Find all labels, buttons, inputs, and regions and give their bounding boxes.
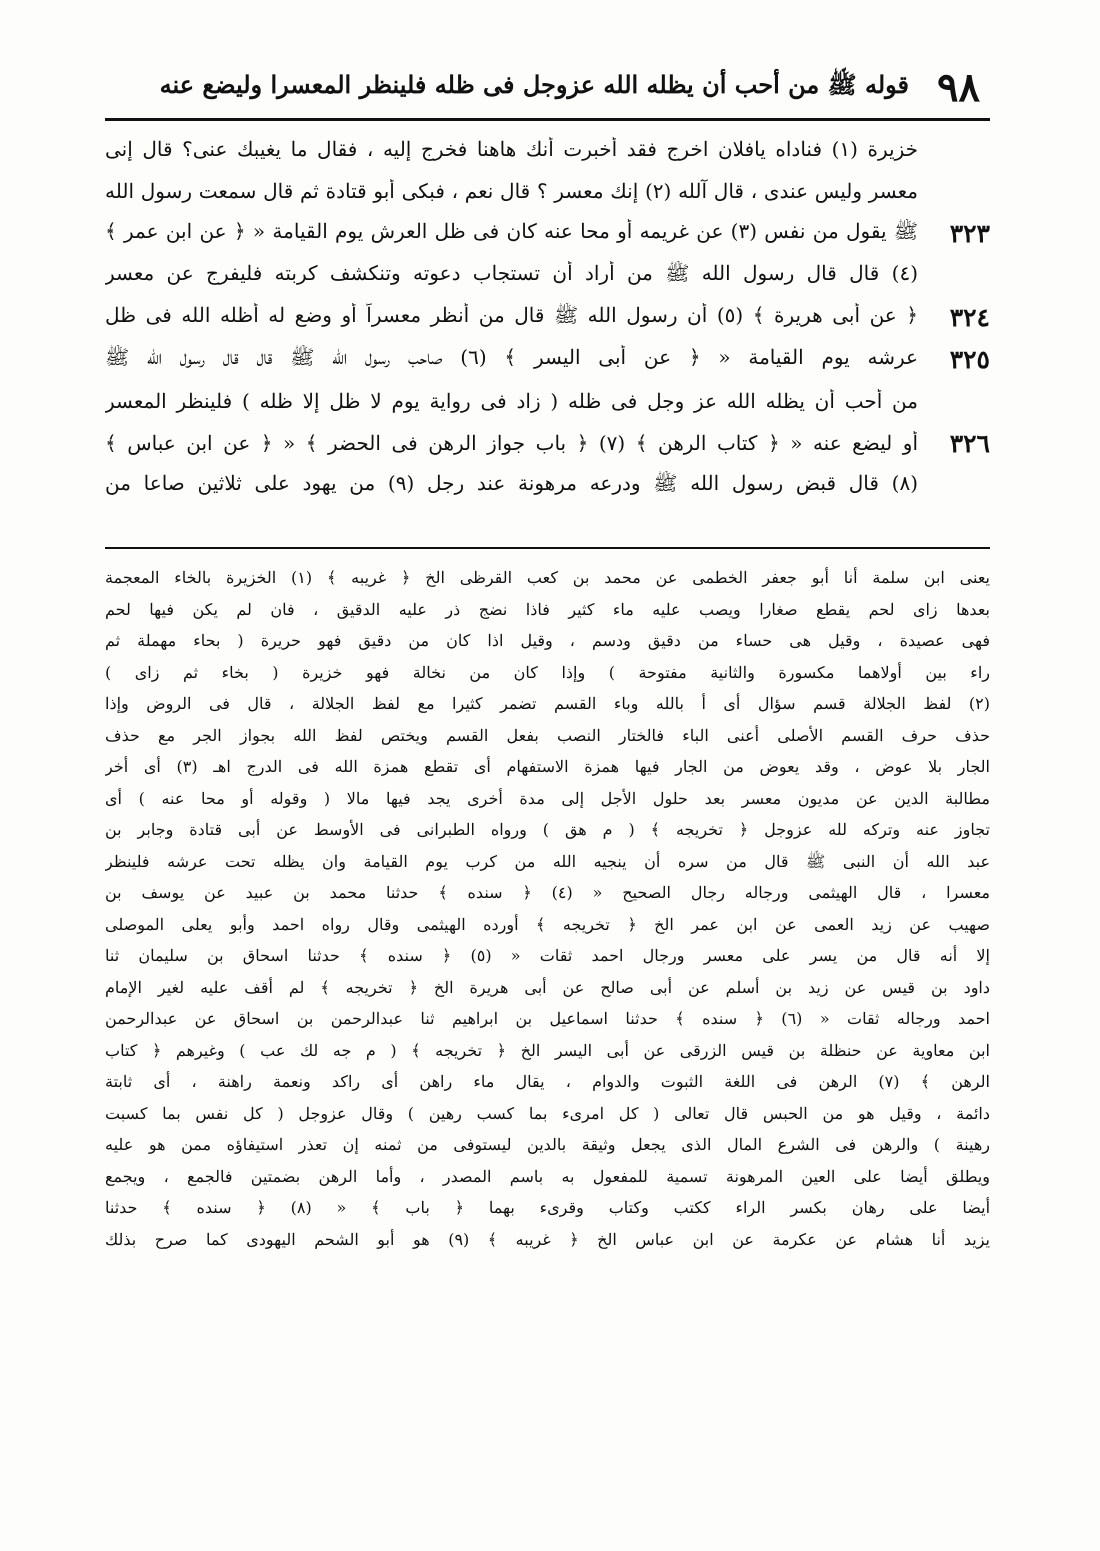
footnote-separator <box>105 547 990 549</box>
main-line-text: من أحب أن يظله الله عز وجل فى ظله ( زاد فى رواية يوم لا ظل إلا ظله ) فلينظر المعسر <box>105 389 918 413</box>
main-line-text: (٨) قال قبض رسول الله ﷺ ودرعه مرهونة عند رجل (٩) من يهود على ثلاثين صاعا من <box>105 470 918 495</box>
footnote-line: عبد الله أن النبى ﷺ قال من سره أن ينجيه الله من كرب يوم القيامة وان يظله تحت عرشه فلينظر <box>105 851 990 871</box>
main-line-text: أو ليضع عنه « ﴿ كتاب الرهن ﴾ (٧) ﴿ باب جواز الرهن فى الحضر ﴾ « ﴿ عن ابن عباس ﴾ <box>105 431 918 455</box>
hadith-number: ٣٢٥ <box>949 344 990 374</box>
main-text-line <box>105 170 990 212</box>
footnote-line: ابن معاوية عن حنظلة بن قيس الزرقى عن أبى اليسر الخ ﴿ تخريجه ﴾ ( م جه لك عب ) وغيرهم ﴿ كتاب <box>105 1040 990 1060</box>
footnote-line: ويطلق أيضا على العين المرهونة تسمية للمفعول به باسم المصدر ، وأما الرهن بضمتين فالجمع ، ويجمع <box>105 1166 990 1186</box>
hadith-number: ٣٢٣ <box>949 218 990 248</box>
main-line-text: خزيرة (١) فناداه يافلان اخرج فقد أخبرت أنك هاهنا فخرج إليه ، فقال ما يغيبك عنى؟ قال إنى <box>105 137 918 161</box>
main-text-line <box>105 464 990 506</box>
footnote-line: احمد ورجاله ثقات « (٦) ﴿ سنده ﴾ حدثنا اسماعيل بن ابراهيم ثنا عبدالرحمن بن اسحاق عن عبدالرحمن <box>105 1009 990 1028</box>
footnote-line: (٢) لفظ الجلالة قسم سؤال أى أ بالله وباء القسم تضمر كثيرا مع لفظ الجلالة ، قال فى الروض وإذا <box>105 694 990 713</box>
running-title: قوله ﷺ من أحب أن يظله الله عزوجل فى ظله فلينظر المعسرا وليضع عنه <box>159 69 910 99</box>
footnote-line: تجاوز عنه وتركه لله عزوجل ﴿ تخريجه ﴾ ( م هق ) ورواه الطبرانى فى الأوسط عن أبى قتادة وجابر بن <box>105 820 990 839</box>
main-text-line <box>105 296 990 338</box>
footnote-line: إلا أنه قال من يسر على معسر ورجال احمد ثقات « (٥) ﴿ سنده ﴾ حدثنا اسحاق بن سليمان ثنا <box>105 946 990 965</box>
footnote-line: أيضا على رهان بكسر الراء ككتب وكتاب وقرىء بهما ﴿ باب ﴾ « (٨) ﴿ سنده ﴾ حدثنا <box>105 1198 990 1217</box>
footnote-line: حذف حرف القسم الأصلى أعنى الباء فالختار النصب بفعل القسم ويختص لفظ الله بجواز الجر مع حذف <box>105 725 990 745</box>
footnote-line: دائمة ، وقيل هو من الحبس قال تعالى ( كل امرىء بما كسب رهين ) وقال عزوجل ( كل نفس بما كسبت <box>105 1103 990 1123</box>
hadith-number: ٣٢٤ <box>949 302 990 332</box>
hadith-number: ٣٢٦ <box>949 428 990 458</box>
footnotes <box>105 562 990 1255</box>
main-text-line <box>105 212 990 254</box>
main-text <box>105 128 990 506</box>
main-text-line <box>105 422 990 464</box>
main-line-text: عرشه يوم القيامة « ﴿ عن أبى اليسر ﴾ (٦) صاحب رسول الله ﷺ قال قال رسول الله ﷺ <box>105 344 918 369</box>
footnote-line: بعدها زاى لحم يقطع صغارا ويصب عليه ماء كثير فاذا نضج ذر عليه الدقيق ، فان لم يكن فيها لحم <box>105 599 990 619</box>
main-text-line <box>105 338 990 380</box>
page-header <box>150 62 980 112</box>
footnote-line: مطالبة الدين عن مديون معسر بعد حلول الأجل إلى مدة أخرى يجد فيها مالا ( وقوله أو محا عنه ) أى <box>105 788 990 808</box>
footnote-line: يعنى ابن سلمة أنا أبو جعفر الخطمى عن محمد بن كعب القرظى الخ ﴿ غريبه ﴾ (١) الخزيرة بالخاء المعجمة <box>105 568 990 587</box>
footnote-line: الرهن ﴾ (٧) الرهن فى اللغة الثبوت والدوام ، يقال ماء راهن أى راكد ونعمة راهنة ، أى ثابتة <box>105 1072 990 1091</box>
main-text-line <box>105 380 990 422</box>
footnote-line: الجار بلا عوض ، وقد يعوض من الجار فيها همزة الاستفهام أى تقطع همزة الله فى الدرج اهـ (٣) أى أخر <box>105 757 990 776</box>
main-line-text: ﷺ يقول من نفس (٣) عن غريمه أو محا عنه كان فى ظل العرش يوم القيامة « ﴿ عن ابن عمر ﴾ <box>105 218 918 243</box>
footnote-line: يزيد أنا هشام عن عكرمة عن ابن عباس الخ ﴿ غريبه ﴾ (٩) هو أبو الشحم اليهودى كما صرح بذلك <box>105 1229 990 1249</box>
main-text-line <box>105 254 990 296</box>
page-number: ٩٨ <box>937 63 980 111</box>
footnote-line: معسرا ، قال الهيثمى ورجاله رجال الصحيح « (٤) ﴿ سنده ﴾ حدثنا محمد بن عبيد عن يوسف بن <box>105 883 990 902</box>
main-text-line <box>105 128 990 170</box>
footnote-line: فهى عصيدة ، وقيل هى حساء من دقيق ودسم ، وقيل اذا كان من دقيق فهو حريرة ( بحاء مهملة ثم <box>105 631 990 650</box>
main-line-text: ﴿ عن أبى هريرة ﴾ (٥) أن رسول الله ﷺ قال من أنظر معسراً أو وضع له أظله الله فى ظل <box>105 302 918 327</box>
main-line-text: (٤) قال قال رسول الله ﷺ من أراد أن تستجاب دعوته وتنكشف كربته فليفرج عن معسر <box>105 260 918 285</box>
footnote-line: راء بين أولاهما مكسورة والثانية مفتوحة ) وإذا كان من نخالة فهو خزيرة ( بخاء ثم زاى ) <box>105 662 990 682</box>
footnote-line: صهيب عن زيد العمى عن ابن عمر الخ ﴿ تخريجه ﴾ أورده الهيثمى وقال رواه احمد وأبو يعلى الموصلى <box>105 914 990 934</box>
footnote-line: داود بن قيس عن زيد بن أسلم عن أبى صالح عن أبى هريرة الخ ﴿ تخريجه ﴾ لم أقف عليه لغير الإمام <box>105 977 990 997</box>
header-rule <box>105 118 990 121</box>
main-line-text: معسر وليس عندى ، قال آلله (٢) إنك معسر ؟ قال نعم ، فبكى أبو قتادة ثم قال سمعت رسول الله <box>105 179 918 203</box>
footnote-line: رهينة ) والرهن فى الشرع المال الذى يجعل وثيقة بالدين ليستوفى من ثمنه إن تعذر استيفاؤه ممن هو عليه <box>105 1135 990 1154</box>
